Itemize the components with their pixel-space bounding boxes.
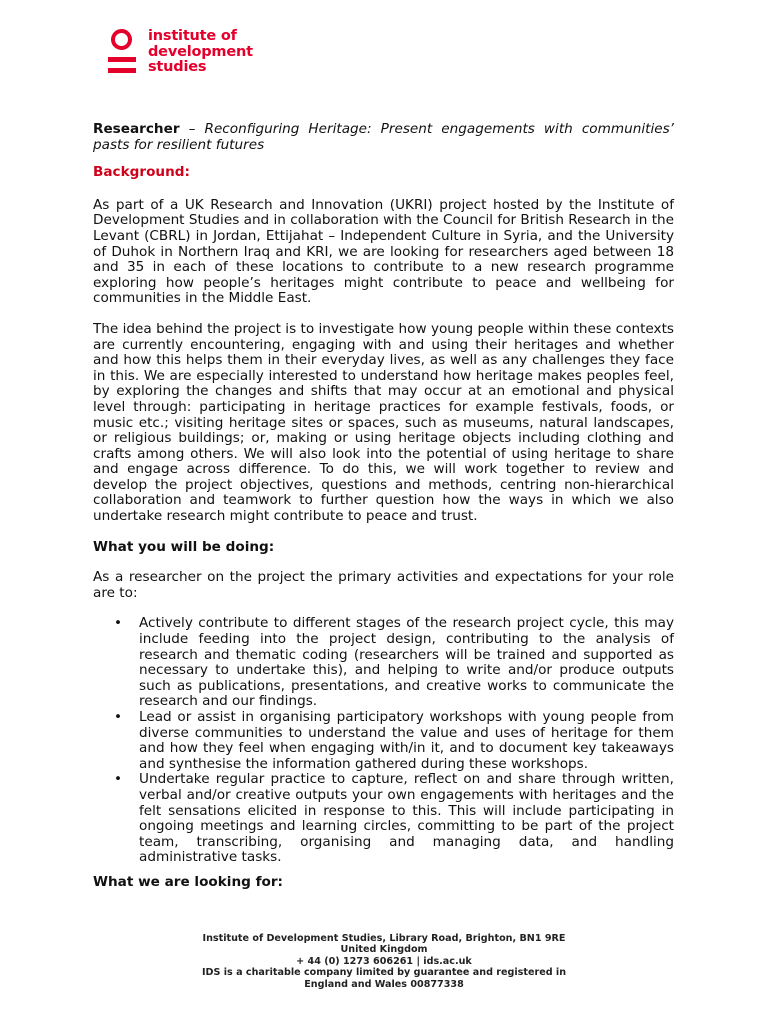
doing-heading: What you will be doing:	[93, 538, 275, 555]
document-body	[93, 122, 674, 908]
footer-address: Institute of Development Studies, Library Road, Brighton, BN1 9RE	[202, 933, 566, 944]
list-item-text: Actively contribute to different stages of the research project cycle, this may include feeding into the project design, contributing to the analysis of research and thematic coding (researchers will be trained and supported as necessary to undertake this), and helping to write and/or produce outputs such as publications, presentations, and creative works to communicate the research and our findings.	[139, 615, 674, 710]
looking-heading: What we are looking for:	[93, 873, 283, 890]
list-item	[114, 615, 674, 710]
logo-line-2: development	[148, 43, 253, 60]
ids-logo-mark-icon	[108, 28, 138, 76]
background-heading: Background:	[93, 164, 190, 181]
list-item	[114, 771, 674, 866]
title-dash: –	[179, 121, 205, 137]
bullet-icon: •	[114, 771, 123, 788]
list-item-text: Undertake regular practice to capture, reflect on and share through written, verbal and/or creative outputs your own engagements with heritages and the felt sensations elicited in response to this. This will include participating in ongoing meetings and learning circles, committing to be part of the project team, transcribing, organising and managing data, and handling administrative tasks.	[139, 771, 674, 866]
footer-contact: + 44 (0) 1273 606261 | ids.ac.uk	[296, 955, 472, 967]
project-title: Reconfiguring Heritage: Present engagements with communities’ pasts for resilient futures	[93, 121, 674, 153]
list-item-text: Lead or assist in organising participatory workshops with young people from diverse communities to understand the value and uses of heritage for them and how they feel when engaging with/in it, and to document key takeaways and synthesise the information gathered during these workshops.	[139, 709, 674, 772]
page-footer	[0, 933, 768, 990]
list-item	[114, 709, 674, 772]
bullet-icon: •	[114, 709, 123, 725]
logo-line-1: institute of	[148, 28, 237, 44]
logo-line-3: studies	[148, 59, 207, 75]
ids-logo	[108, 28, 253, 76]
ids-logo-text	[148, 29, 253, 76]
doing-intro: As a researcher on the project the primary activities and expectations for your role are to:	[93, 569, 674, 601]
job-title	[93, 122, 674, 153]
background-paragraph-1: As part of a UK Research and Innovation (UKRI) project hosted by the Institute of Development Studies and in collaboration with the Council for British Research in the Levant (CBRL) in Jordan, Ettijahat – Independent Culture in Syria, and the University of Duhok in Northern Iraq and KRI, we are looking for researchers aged between 18 and 35 in each of these locations to contribute to a new research programme exploring how people’s heritages might contribute to peace and wellbeing for communities in the Middle East.	[93, 196, 674, 307]
background-paragraph-2: The idea behind the project is to investigate how young people within these contexts are currently encountering, engaging with and using their heritages and whether and how this helps them in their everyday lives, as well as any challenges they face in this. We are especially interested to understand how heritage makes peoples feel, by exploring the changes and shifts that may occur at an emotional and physical level through: participating in heritage practices for example festivals, foods, or music etc.; visiting heritage sites or spaces, such as museums, natural landscapes, or religious buildings; or, making or using heritage objects including clothing and crafts among others. We will also look into the potential of using heritage to share and engage across difference. To do this, we will work together to review and develop the project objectives, questions and methods, centring non-hierarchical collaboration and teamwork to further question how the ways in which we also undertake research might contribute to peace and trust.	[93, 320, 674, 525]
job-role: Researcher	[93, 121, 180, 137]
footer-charity-line-2: England and Wales 00877338	[304, 978, 464, 990]
footer-country: United Kingdom	[340, 944, 428, 956]
footer-charity-line-1: IDS is a charitable company limited by guarantee and registered in	[201, 967, 567, 979]
bullet-icon: •	[114, 615, 123, 632]
responsibilities-list	[93, 616, 674, 866]
